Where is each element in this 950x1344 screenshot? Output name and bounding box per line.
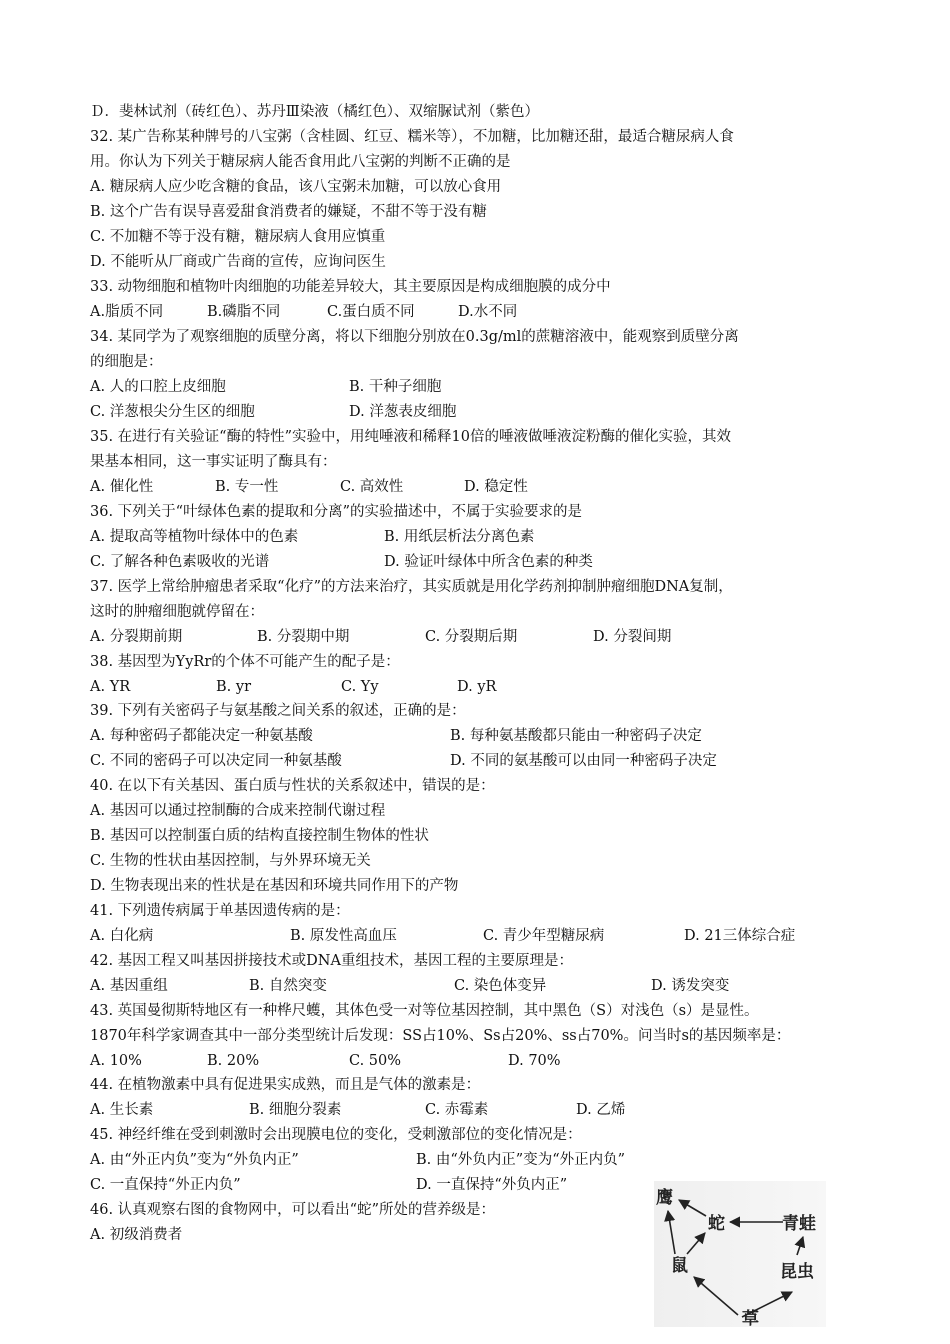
q41-stem: 41. 下列遗传病属于单基因遗传病的是： [90, 903, 350, 919]
q39-option-a: A. 每种密码子都能决定一种氨基酸 [90, 728, 313, 744]
q37-option-a: A. 分裂期前期 [90, 629, 183, 645]
q39-option-c: C. 不同的密码子可以决定同一种氨基酸 [90, 753, 342, 769]
q33-option-c: C.蛋白质不同 [327, 304, 415, 320]
q33-option-b: B.磷脂不同 [207, 304, 281, 320]
food-web-node-mouse: 鼠 [671, 1256, 688, 1276]
q34-option-b: B. 干种子细胞 [349, 379, 442, 395]
food-web-node-frog: 青蛙 [782, 1214, 816, 1234]
q36-option-c: C. 了解各种色素吸收的光谱 [90, 554, 270, 570]
q41-option-d: D. 21三体综合症 [684, 928, 796, 944]
q31-option-d: Ｄ．斐林试剂（砖红色）、苏丹Ⅲ染液（橘红色）、双缩脲试剂（紫色） [90, 104, 539, 120]
q44-option-b: B. 细胞分裂素 [249, 1102, 342, 1118]
q40-option-d: D. 生物表现出来的性状是在基因和环境共同作用下的产物 [90, 878, 459, 894]
q32-option-b: B. 这个广告有误导喜爱甜食消费者的嫌疑，不甜不等于没有糖 [90, 204, 487, 220]
q38-option-c: C. Yy [341, 679, 379, 695]
q32-option-c: C. 不加糖不等于没有糖，糖尿病人食用应慎重 [90, 229, 386, 245]
q44-option-d: D. 乙烯 [576, 1102, 626, 1118]
food-web-diagram [654, 1181, 826, 1327]
q32-stem-line1: 32. 某广告称某种牌号的八宝粥（含桂圆、红豆、糯米等），不加糖，比加糖还甜，最适合糖尿病人食 [90, 129, 734, 145]
q32-option-a: A. 糖尿病人应少吃含糖的食品，该八宝粥未加糖，可以放心食用 [90, 179, 502, 195]
food-web-node-insect: 昆虫 [780, 1262, 814, 1282]
q35-stem-line2: 果基本相同，这一事实证明了酶具有： [90, 454, 337, 470]
q40-option-b: B. 基因可以控制蛋白质的结构直接控制生物体的性状 [90, 828, 429, 844]
q33-stem: 33. 动物细胞和植物叶肉细胞的功能差异较大，其主要原因是构成细胞膜的成分中 [90, 279, 611, 295]
q39-stem: 39. 下列有关密码子与氨基酸之间关系的叙述，正确的是： [90, 703, 466, 719]
q34-option-a: A. 人的口腔上皮细胞 [90, 379, 226, 395]
q39-option-b: B. 每种氨基酸都只能由一种密码子决定 [450, 728, 702, 744]
q34-stem-line2: 的细胞是： [90, 354, 163, 370]
q44-option-c: C. 赤霉素 [425, 1102, 489, 1118]
q36-option-a: A. 提取高等植物叶绿体中的色素 [90, 529, 299, 545]
q40-option-c: C. 生物的性状由基因控制，与外界环境无关 [90, 853, 371, 869]
q35-option-c: C. 高效性 [340, 479, 404, 495]
q43-stem-line2: 1870年科学家调查其中一部分类型统计后发现：SS占10%、Ss占20%、ss占70%。问当时s的基因频率是： [90, 1028, 791, 1044]
q34-option-c: C. 洋葱根尖分生区的细胞 [90, 404, 255, 420]
q40-stem: 40. 在以下有关基因、蛋白质与性状的关系叙述中，错误的是： [90, 778, 495, 794]
q33-option-d: D.水不同 [458, 304, 518, 320]
q42-stem: 42. 基因工程又叫基因拼接技术或DNA重组技术，基因工程的主要原理是： [90, 953, 573, 969]
q37-stem-line1: 37. 医学上常给肿瘤患者采取“化疗”的方法来治疗，其实质就是用化学药剂抑制肿瘤细胞DNA复制， [90, 579, 733, 595]
q42-option-d: D. 诱发突变 [651, 978, 730, 994]
q35-option-d: D. 稳定性 [464, 479, 528, 495]
q41-option-b: B. 原发性高血压 [290, 928, 397, 944]
food-web-node-hawk: 鹰 [656, 1188, 673, 1208]
q35-option-b: B. 专一性 [215, 479, 279, 495]
q36-option-b: B. 用纸层析法分离色素 [384, 529, 535, 545]
q44-option-a: A. 生长素 [90, 1102, 154, 1118]
q38-stem: 38. 基因型为YyRr的个体不可能产生的配子是： [90, 654, 400, 670]
q34-stem-line1: 34. 某同学为了观察细胞的质壁分离，将以下细胞分别放在0.3g/ml的蔗糖溶液中，能观察到质壁分离 [90, 329, 739, 345]
food-web-node-snake: 蛇 [708, 1214, 725, 1234]
q38-option-a: A. YR [90, 679, 131, 695]
q32-option-d: D. 不能听从厂商或广告商的宣传，应询问医生 [90, 254, 386, 270]
q37-option-c: C. 分裂期后期 [425, 629, 518, 645]
q37-option-b: B. 分裂期中期 [257, 629, 350, 645]
q40-option-a: A. 基因可以通过控制酶的合成来控制代谢过程 [90, 803, 386, 819]
q46-stem: 46. 认真观察右图的食物网中，可以看出“蛇”所处的营养级是： [90, 1202, 495, 1218]
q42-option-b: B. 自然突变 [249, 978, 327, 994]
q35-option-a: A. 催化性 [90, 479, 154, 495]
q43-stem-line1: 43. 英国曼彻斯特地区有一种桦尺蠖，其体色受一对等位基因控制，其中黑色（S）对浅色（s）是显性。 [90, 1003, 759, 1019]
q36-stem: 36. 下列关于“叶绿体色素的提取和分离”的实验描述中，不属于实验要求的是 [90, 504, 582, 520]
diagram-background [654, 1181, 826, 1327]
q46-option-a: A. 初级消费者 [90, 1227, 183, 1243]
q44-stem: 44. 在植物激素中具有促进果实成熟，而且是气体的激素是： [90, 1077, 481, 1093]
q45-option-a: A. 由“外正内负”变为“外负内正” [90, 1152, 299, 1168]
q32-stem-line2: 用。你认为下列关于糖尿病人能否食用此八宝粥的判断不正确的是 [90, 154, 511, 170]
q37-option-d: D. 分裂间期 [593, 629, 672, 645]
q42-option-a: A. 基因重组 [90, 978, 168, 994]
q43-option-c: C. 50% [349, 1053, 402, 1069]
q38-option-b: B. yr [216, 679, 251, 695]
q34-option-d: D. 洋葱表皮细胞 [349, 404, 457, 420]
q38-option-d: D. yR [457, 679, 497, 695]
q45-stem: 45. 神经纤维在受到刺激时会出现膜电位的变化，受刺激部位的变化情况是： [90, 1127, 582, 1143]
q41-option-c: C. 青少年型糖尿病 [483, 928, 605, 944]
q39-option-d: D. 不同的氨基酸可以由同一种密码子决定 [450, 753, 717, 769]
q45-option-b: B. 由“外负内正”变为“外正内负” [416, 1152, 626, 1168]
food-web-node-grass: 草 [742, 1309, 759, 1327]
q33-option-a: A.脂质不同 [90, 304, 164, 320]
q43-option-b: B. 20% [207, 1053, 260, 1069]
q37-stem-line2: 这时的肿瘤细胞就停留在： [90, 604, 264, 620]
q45-option-c: C. 一直保持“外正内负” [90, 1177, 241, 1193]
q42-option-c: C. 染色体变异 [454, 978, 547, 994]
q36-option-d: D. 验证叶绿体中所含色素的种类 [384, 554, 593, 570]
q43-option-d: D. 70% [508, 1053, 561, 1069]
q43-option-a: A. 10% [90, 1053, 142, 1069]
q35-stem-line1: 35. 在进行有关验证“酶的特性”实验中，用纯唾液和稀释10倍的唾液做唾液淀粉酶的催化实验，其效 [90, 429, 731, 445]
q41-option-a: A. 白化病 [90, 928, 154, 944]
q45-option-d: D. 一直保持“外负内正” [416, 1177, 568, 1193]
